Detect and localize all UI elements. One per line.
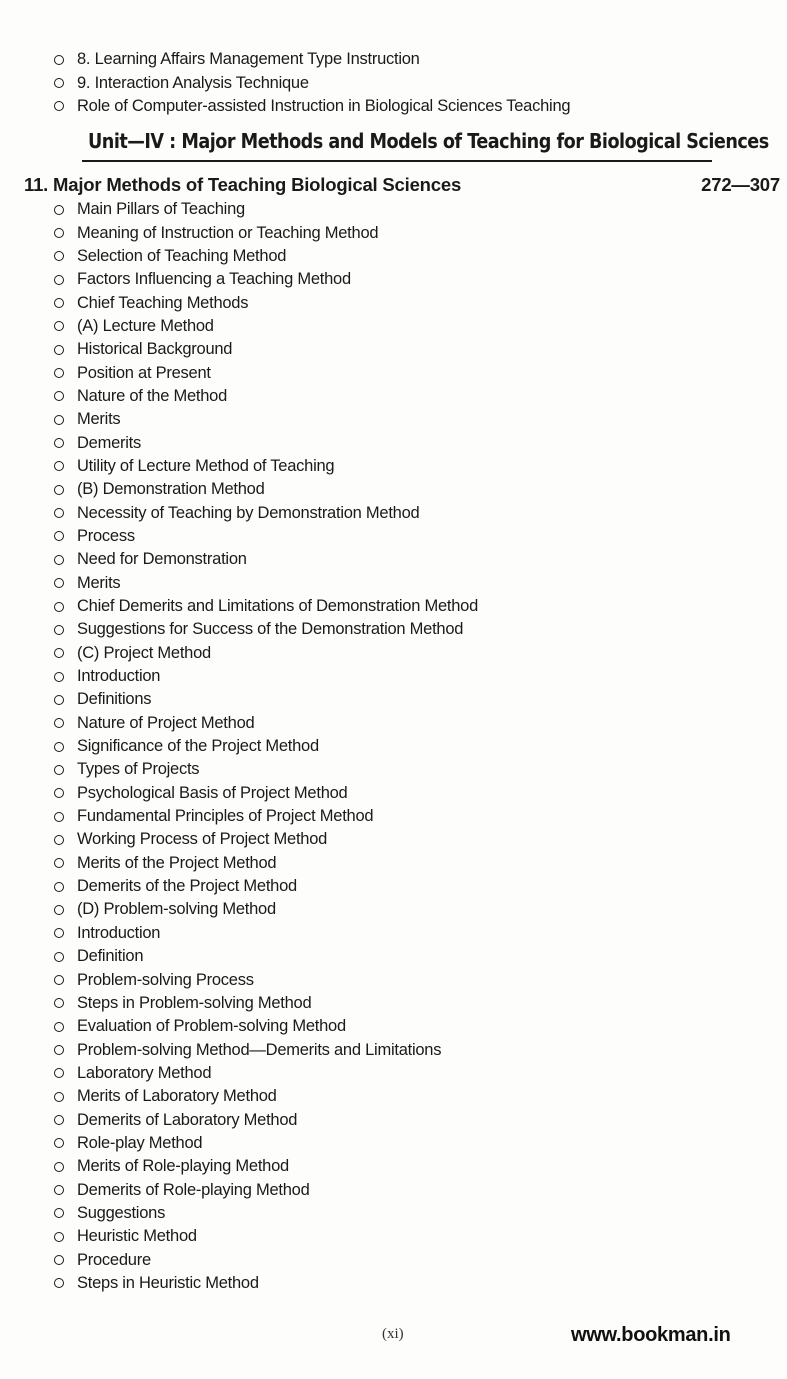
list-item-label: Meaning of Instruction or Teaching Method [77, 223, 379, 242]
chapter-topic-list [54, 198, 478, 1295]
list-item-label: Introduction [77, 667, 161, 686]
list-item-label: Main Pillars of Teaching [77, 200, 245, 219]
list-item-label: (C) Project Method [77, 643, 211, 662]
circle-bullet-icon [54, 228, 64, 238]
chapter-title: 11. Major Methods of Teaching Biological Sciences [24, 174, 462, 195]
list-item [54, 1272, 478, 1295]
circle-bullet-icon [54, 742, 64, 752]
circle-bullet-icon [54, 508, 64, 518]
list-item [54, 1108, 478, 1131]
list-item-label: Heuristic Method [77, 1227, 197, 1246]
list-item-label: 9. Interaction Analysis Technique [77, 73, 309, 92]
list-item-label: Significance of the Project Method [77, 737, 319, 756]
unit-heading: Unit—IV : Major Methods and Models of Teaching for Biological Sciences [88, 129, 769, 153]
list-item [54, 665, 478, 688]
list-item-label: Nature of the Method [77, 386, 228, 405]
list-item [54, 1038, 478, 1061]
list-item-label: Steps in Problem-solving Method [77, 993, 312, 1012]
circle-bullet-icon [54, 1092, 64, 1102]
list-item-label: Nature of Project Method [77, 713, 255, 732]
list-item-label: Evaluation of Problem-solving Method [77, 1017, 346, 1036]
circle-bullet-icon [54, 1255, 64, 1265]
list-item [54, 758, 478, 781]
list-item-label: Merits [77, 573, 121, 592]
list-item [54, 268, 478, 291]
list-item-label: Introduction [77, 923, 161, 942]
list-item [54, 922, 478, 945]
list-item-label: Problem-solving Process [77, 970, 254, 989]
list-item [54, 735, 478, 758]
circle-bullet-icon [54, 101, 64, 111]
list-item [54, 525, 478, 548]
list-item-label: (A) Lecture Method [77, 316, 214, 335]
list-item [54, 852, 478, 875]
list-item-label: Procedure [77, 1250, 151, 1269]
circle-bullet-icon [54, 648, 64, 658]
list-item [54, 548, 478, 571]
list-item-label: Demerits of Laboratory Method [77, 1110, 298, 1129]
list-item-label: Process [77, 526, 135, 545]
circle-bullet-icon [54, 1232, 64, 1242]
list-item [54, 315, 478, 338]
list-item [54, 642, 478, 665]
list-item [54, 1015, 478, 1038]
circle-bullet-icon [54, 461, 64, 471]
circle-bullet-icon [54, 438, 64, 448]
circle-bullet-icon [54, 345, 64, 355]
list-item [54, 95, 570, 118]
circle-bullet-icon [54, 78, 64, 88]
circle-bullet-icon [54, 998, 64, 1008]
list-item [54, 1062, 478, 1085]
list-item-label: Historical Background [77, 340, 233, 359]
circle-bullet-icon [54, 251, 64, 261]
list-item-label: Chief Teaching Methods [77, 293, 249, 312]
list-item [54, 1225, 478, 1248]
circle-bullet-icon [54, 905, 64, 915]
list-item-label: Merits of Role-playing Method [77, 1157, 289, 1176]
circle-bullet-icon [54, 321, 64, 331]
circle-bullet-icon [54, 1162, 64, 1172]
list-item-label: Role of Computer-assisted Instruction in Biological Sciences Teaching [77, 96, 571, 115]
list-item-label: Definition [77, 947, 144, 966]
list-item-label: Demerits of the Project Method [77, 877, 297, 896]
list-item [54, 1132, 478, 1155]
list-item [54, 968, 478, 991]
list-item [54, 898, 478, 921]
list-item-label: Psychological Basis of Project Method [77, 783, 348, 802]
circle-bullet-icon [54, 812, 64, 822]
circle-bullet-icon [54, 485, 64, 495]
list-item-label: Steps in Heuristic Method [77, 1273, 259, 1292]
circle-bullet-icon [54, 368, 64, 378]
list-item-label: Selection of Teaching Method [77, 246, 287, 265]
list-item-label: Need for Demonstration [77, 550, 247, 569]
list-item [54, 782, 478, 805]
list-item [54, 1248, 478, 1271]
circle-bullet-icon [54, 391, 64, 401]
list-item [54, 688, 478, 711]
list-item [54, 1202, 478, 1225]
list-item [54, 455, 478, 478]
circle-bullet-icon [54, 858, 64, 868]
list-item [54, 595, 478, 618]
list-item-label: Definitions [77, 690, 152, 709]
list-item-label: Types of Projects [77, 760, 200, 779]
list-item-label: Working Process of Project Method [77, 830, 328, 849]
circle-bullet-icon [54, 1045, 64, 1055]
list-item [54, 48, 570, 71]
list-item [54, 221, 478, 244]
circle-bullet-icon [54, 55, 64, 65]
list-item-label: Necessity of Teaching by Demonstration Method [77, 503, 420, 522]
list-item [54, 1085, 478, 1108]
circle-bullet-icon [54, 1068, 64, 1078]
circle-bullet-icon [54, 415, 64, 425]
circle-bullet-icon [54, 975, 64, 985]
list-item [54, 828, 478, 851]
circle-bullet-icon [54, 788, 64, 798]
list-item [54, 712, 478, 735]
list-item-label: Suggestions [77, 1203, 166, 1222]
list-item-label: Merits [77, 410, 121, 429]
circle-bullet-icon [54, 531, 64, 541]
list-item-label: Laboratory Method [77, 1063, 212, 1082]
circle-bullet-icon [54, 928, 64, 938]
list-item-label: Position at Present [77, 363, 211, 382]
circle-bullet-icon [54, 1138, 64, 1148]
unit-heading-underline [82, 160, 712, 162]
circle-bullet-icon [54, 578, 64, 588]
list-item-label: Role-play Method [77, 1133, 203, 1152]
list-item [54, 805, 478, 828]
chapter-page-range: 272—307 [701, 174, 780, 195]
list-item [54, 408, 478, 431]
list-item [54, 992, 478, 1015]
circle-bullet-icon [54, 602, 64, 612]
list-item-label: Demerits [77, 433, 142, 452]
list-item [54, 572, 478, 595]
page-number: (xi) [382, 1326, 404, 1342]
list-item-label: Chief Demerits and Limitations of Demonstration Method [77, 597, 479, 616]
list-item-label: Merits of the Project Method [77, 853, 277, 872]
list-item [54, 1178, 478, 1201]
circle-bullet-icon [54, 555, 64, 565]
list-item [54, 361, 478, 384]
list-item-label: Problem-solving Method—Demerits and Limitations [77, 1040, 442, 1059]
circle-bullet-icon [54, 275, 64, 285]
list-item [54, 1155, 478, 1178]
publisher-website: www.bookman.in [571, 1324, 731, 1346]
circle-bullet-icon [54, 205, 64, 215]
circle-bullet-icon [54, 718, 64, 728]
list-item [54, 618, 478, 641]
list-item [54, 875, 478, 898]
list-item-label: 8. Learning Affairs Management Type Instruction [77, 50, 420, 69]
list-item [54, 71, 570, 94]
circle-bullet-icon [54, 952, 64, 962]
list-item-label: Utility of Lecture Method of Teaching [77, 456, 335, 475]
list-item-label: Demerits of Role-playing Method [77, 1180, 310, 1199]
circle-bullet-icon [54, 672, 64, 682]
list-item [54, 478, 478, 501]
list-item [54, 245, 478, 268]
chapter-entry [24, 174, 784, 198]
list-item [54, 385, 478, 408]
list-item-label: (B) Demonstration Method [77, 480, 265, 499]
list-item [54, 291, 478, 314]
circle-bullet-icon [54, 1185, 64, 1195]
circle-bullet-icon [54, 695, 64, 705]
circle-bullet-icon [54, 835, 64, 845]
circle-bullet-icon [54, 765, 64, 775]
list-item-label: Factors Influencing a Teaching Method [77, 270, 351, 289]
circle-bullet-icon [54, 1022, 64, 1032]
circle-bullet-icon [54, 625, 64, 635]
circle-bullet-icon [54, 1278, 64, 1288]
list-item [54, 338, 478, 361]
circle-bullet-icon [54, 1115, 64, 1125]
list-item [54, 501, 478, 524]
list-item-label: Suggestions for Success of the Demonstration Method [77, 620, 464, 639]
continued-topic-list [54, 48, 570, 118]
list-item [54, 945, 478, 968]
circle-bullet-icon [54, 882, 64, 892]
list-item-label: (D) Problem-solving Method [77, 900, 276, 919]
list-item [54, 198, 478, 221]
list-item [54, 431, 478, 454]
list-item-label: Merits of Laboratory Method [77, 1087, 277, 1106]
circle-bullet-icon [54, 298, 64, 308]
list-item-label: Fundamental Principles of Project Method [77, 807, 374, 826]
circle-bullet-icon [54, 1208, 64, 1218]
